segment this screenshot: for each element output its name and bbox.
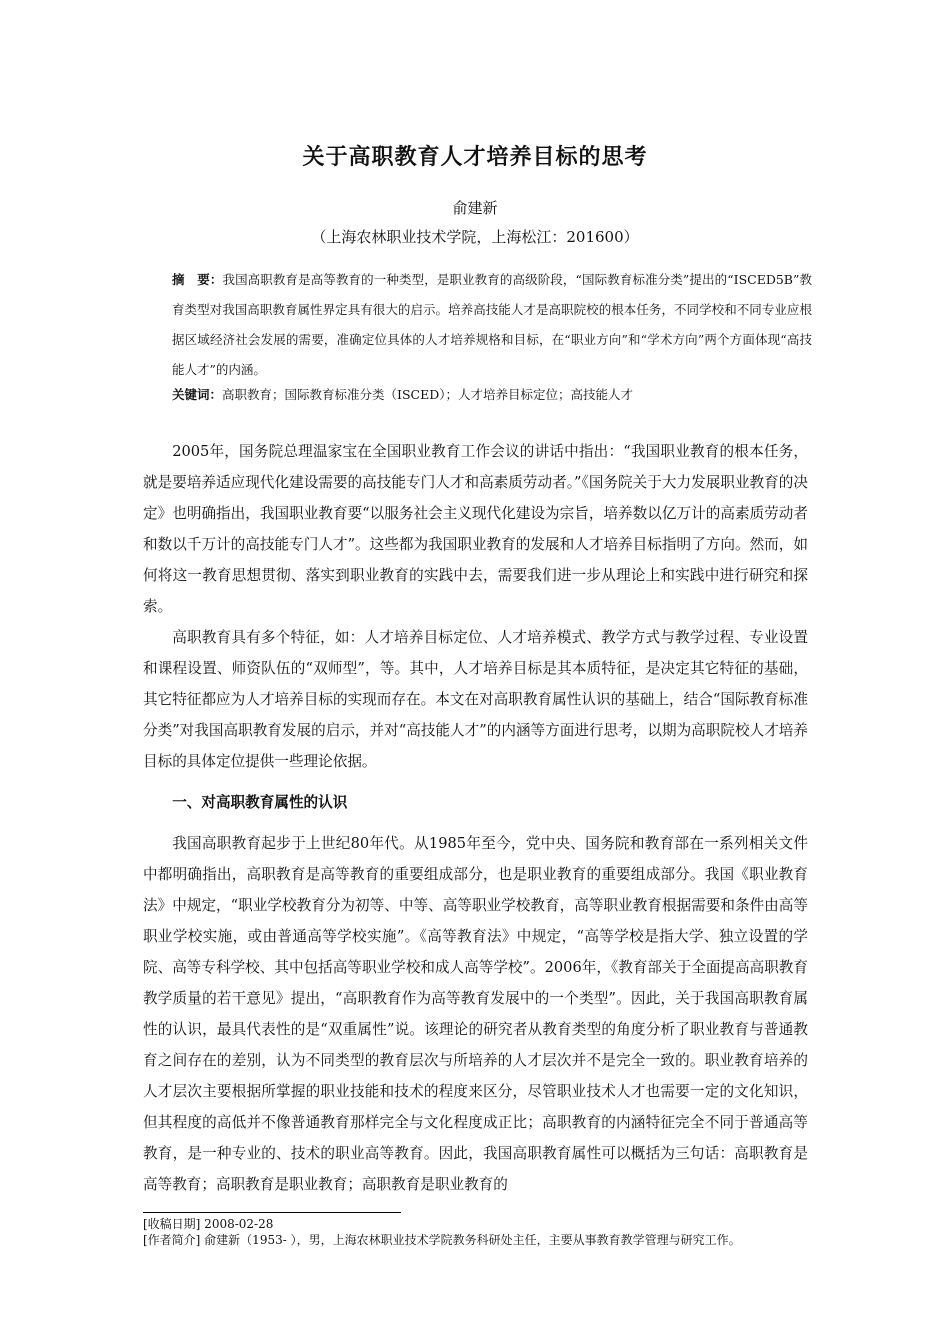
author-affiliation: （上海农林职业技术学院，上海松江：201600） bbox=[311, 228, 639, 246]
footnotes bbox=[143, 1216, 811, 1248]
keywords-label: 关键词： bbox=[172, 387, 223, 402]
body-paragraph-1: 2005年，国务院总理温家宝在全国职业教育工作会议的讲话中指出：“我国职业教育的根本任务，就是要培养适应现代化建设需要的高技能专门人才和高素质劳动者。”《国务院关于大力发展职业教育的决定》也明确指出，我国职业教育要“以服务社会主义现代化建设为宗旨，培养数以亿万计的高素质劳动者和数以千万计的高技能专门人才”。这些都为我国职业教育的发展和人才培养目标指明了方向。然而，如何将这一教育思想贯彻、落实到职业教育的实践中去，需要我们进一步从理论上和实践中进行研究和探索。 bbox=[143, 443, 808, 615]
abstract-text: 我国高职教育是高等教育的一种类型，是职业教育的高级阶段，“国际教育标准分类”提出的“ISCED5B”教育类型对我国高职教育属性界定具有很大的启示。培养高技能人才是高职院校的根本任务，不同学校和不同专业应根据区域经济社会发展的需要，准确定位具体的人才培养规格和目标，在“职业方向”和“学术方向”两个方面体现“高技能人才”的内涵。 bbox=[172, 272, 812, 377]
body-text bbox=[143, 436, 808, 1200]
abstract-label: 摘 要： bbox=[172, 272, 223, 287]
abstract bbox=[172, 265, 812, 385]
author-name: 俞建新 bbox=[452, 199, 498, 217]
body-paragraph-2: 高职教育具有多个特征，如：人才培养目标定位、人才培养模式、教学方式与教学过程、专业设置和课程设置、师资队伍的“双师型”，等。其中，人才培养目标是其本质特征，是决定其它特征的基础，其它特征都应为人才培养目标的实现而存在。本文在对高职教育属性认识的基础上，结合“国际教育标准分类”对我国高职教育发展的启示，并对“高技能人才”的内涵等方面进行思考，以期为高职院校人才培养目标的具体定位提供一些理论依据。 bbox=[143, 629, 808, 770]
footnote-received: [收稿日期] 2008-02-28 bbox=[143, 1217, 274, 1231]
paper-title: 关于高职教育人才培养目标的思考 bbox=[302, 145, 648, 170]
section-heading: 一、对高职教育属性的认识 bbox=[172, 794, 348, 811]
footnote-divider bbox=[143, 1212, 401, 1213]
footnote-author: [作者简介] 俞建新（1953- ），男，上海农林职业技术学院教务科研处主任，主要从事教育教学管理与研究工作。 bbox=[143, 1233, 741, 1247]
keywords bbox=[172, 382, 812, 408]
keywords-text: 高职教育；国际教育标准分类（ISCED）；人才培养目标定位；高技能人才 bbox=[222, 387, 633, 402]
section-paragraph: 我国高职教育起步于上世纪80年代。从1985年至今，党中央、国务院和教育部在一系列相关文件中都明确指出，高职教育是高等教育的重要组成部分，也是职业教育的重要组成部分。我国《职业教育法》中规定，“职业学校教育分为初等、中等、高等职业学校教育，高等职业教育根据需要和条件由高等职业学校实施，或由普通高等学校实施”。《高等教育法》中规定，“高等学校是指大学、独立设置的学院、高等专科学校、其中包括高等职业学校和成人高等学校”。2006年，《教育部关于全面提高高职教育教学质量的若干意见》提出，“高职教育作为高等教育发展中的一个类型”。因此，关于我国高职教育属性的认识，最具代表性的是“双重属性”说。该理论的研究者从教育类型的角度分析了职业教育与普通教育之间存在的差别，认为不同类型的教育层次与所培养的人才层次并不是完全一致的。职业教育培养的人才层次主要根据所掌握的职业技能和技术的程度来区分，尽管职业技术人才也需要一定的文化知识，但其程度的高低并不像普通教育那样完全与文化程度成正比；高职教育的内涵特征完全不同于普通高等教育，是一种专业的、技术的职业高等教育。因此，我国高职教育属性可以概括为三句话：高职教育是高等教育；高职教育是职业教育；高职教育是职业教育的 bbox=[143, 835, 808, 1193]
